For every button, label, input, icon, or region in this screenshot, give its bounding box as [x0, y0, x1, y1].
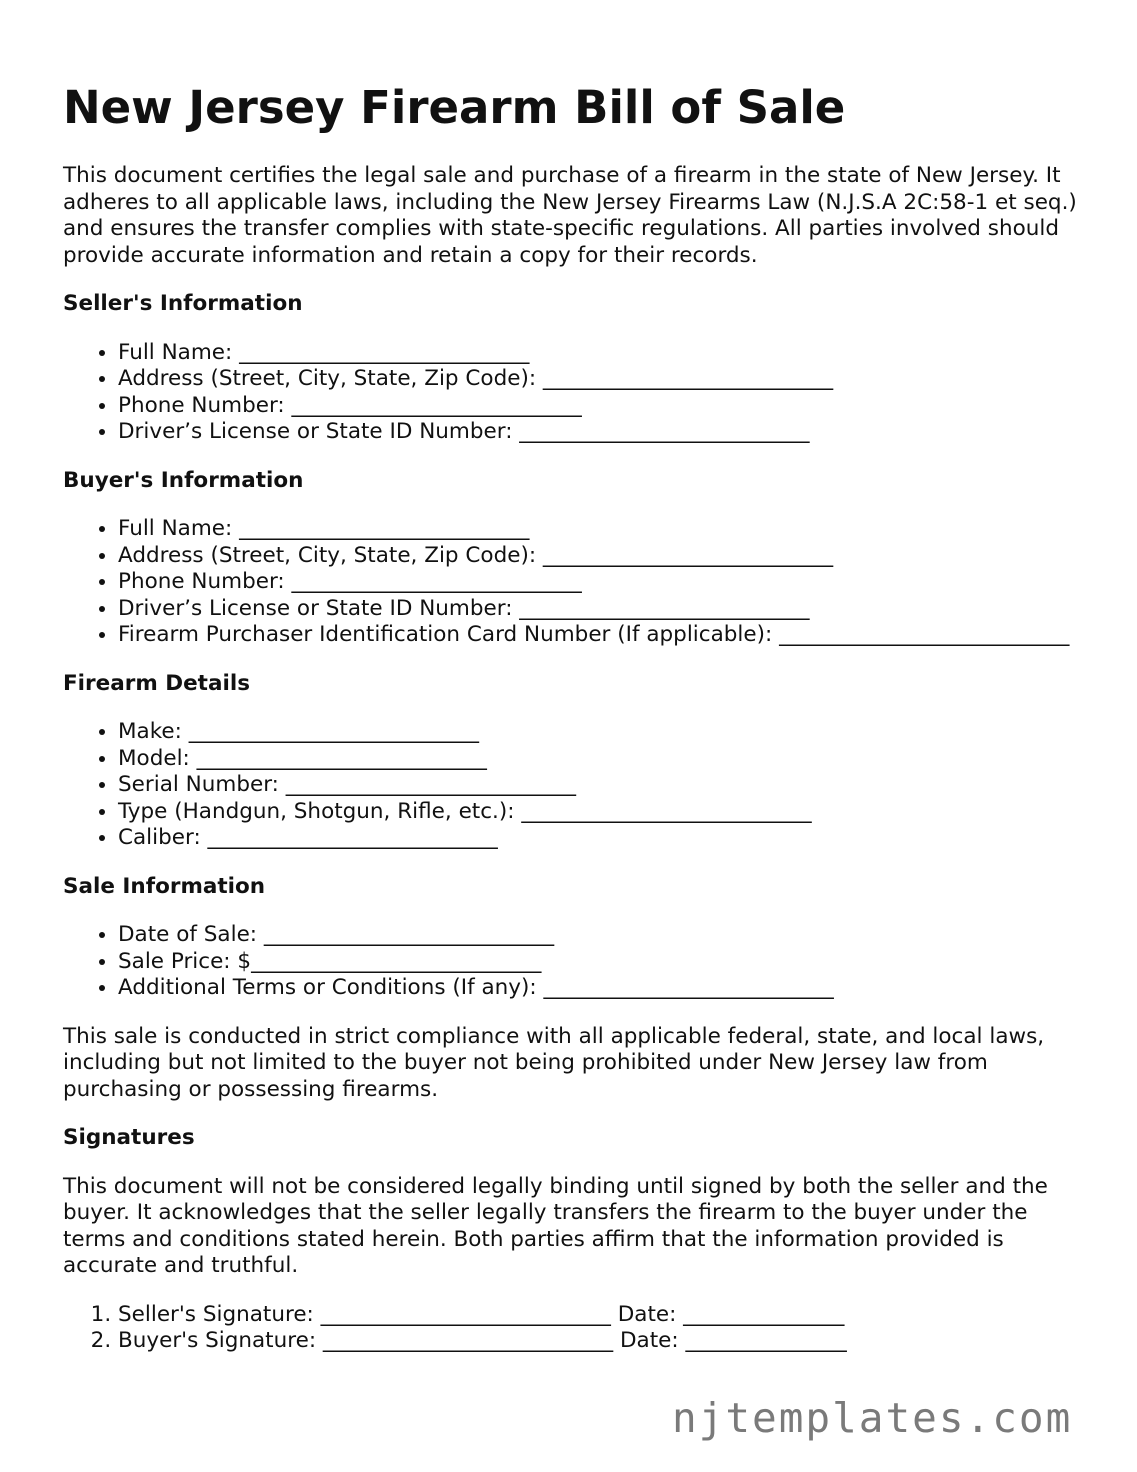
- document-page: [63, 78, 1083, 1355]
- site-watermark: njtemplates.com: [672, 1394, 1073, 1442]
- firearm-make-field[interactable]: • Make: ___________________________: [118, 719, 1083, 746]
- firearm-heading: Firearm Details: [63, 670, 250, 696]
- sale-price-field[interactable]: • Sale Price: $___________________________: [118, 949, 1083, 976]
- firearm-type-field[interactable]: • Type (Handgun, Shotgun, Rifle, etc.): ___________________________: [118, 799, 1083, 826]
- buyer-fpic-field[interactable]: • Firearm Purchaser Identification Card Number (If applicable): ___________________________: [118, 622, 1083, 649]
- seller-license-field[interactable]: • Driver’s License or State ID Number: ___________________________: [118, 419, 1083, 446]
- signatures-paragraph: This document will not be considered legally binding until signed by both the seller and the buyer. It acknowledges that the seller legally transfers the firearm to the buyer under the terms and conditions stated herein. Both parties affirm that the information provided is accurate and truthful.: [63, 1173, 1048, 1278]
- buyer-phone-field[interactable]: • Phone Number: ___________________________: [118, 569, 1083, 596]
- intro-paragraph: This document certifies the legal sale and purchase of a firearm in the state of New Jersey. It adheres to all applicable laws, including the New Jersey Firearms Law (N.J.S.A 2C:58-1 et seq.) and ensures the transfer complies with state-specific regulations. All parties involved should provide accurate information and retain a copy for their records.: [63, 163, 1077, 268]
- sale-list: [63, 922, 1083, 1002]
- signatures-heading: Signatures: [63, 1125, 195, 1150]
- firearm-model-field[interactable]: • Model: ___________________________: [118, 746, 1083, 773]
- firearm-list: [63, 719, 1083, 852]
- buyer-license-field[interactable]: • Driver’s License or State ID Number: ___________________________: [118, 596, 1083, 623]
- seller-full-name-field[interactable]: • Full Name: ___________________________: [118, 340, 1083, 367]
- sale-heading: Sale Information: [63, 873, 266, 899]
- signatures-list: [63, 1302, 1083, 1355]
- seller-signature-field[interactable]: 1. Seller's Signature: ___________________________ Date: _______________: [118, 1302, 1083, 1329]
- seller-list: [63, 340, 1083, 446]
- seller-heading: Seller's Information: [63, 291, 303, 316]
- seller-address-field[interactable]: • Address (Street, City, State, Zip Code): ___________________________: [118, 366, 1083, 393]
- page-title: New Jersey Firearm Bill of Sale: [63, 81, 846, 134]
- firearm-caliber-field[interactable]: • Caliber: ___________________________: [118, 825, 1083, 852]
- buyer-list: [63, 516, 1083, 649]
- seller-phone-field[interactable]: • Phone Number: ___________________________: [118, 393, 1083, 420]
- buyer-address-field[interactable]: • Address (Street, City, State, Zip Code): ___________________________: [118, 543, 1083, 570]
- sale-date-field[interactable]: • Date of Sale: ___________________________: [118, 922, 1083, 949]
- firearm-serial-field[interactable]: • Serial Number: ___________________________: [118, 772, 1083, 799]
- buyer-signature-field[interactable]: 2. Buyer's Signature: ___________________________ Date: _______________: [118, 1328, 1083, 1355]
- compliance-paragraph: This sale is conducted in strict compliance with all applicable federal, state, and local laws, including but not limited to the buyer not being prohibited under New Jersey law from purchasing or possessing firearms.: [63, 1023, 1045, 1102]
- buyer-full-name-field[interactable]: • Full Name: ___________________________: [118, 516, 1083, 543]
- sale-terms-field[interactable]: • Additional Terms or Conditions (If any): ___________________________: [118, 975, 1083, 1002]
- buyer-heading: Buyer's Information: [63, 467, 304, 493]
